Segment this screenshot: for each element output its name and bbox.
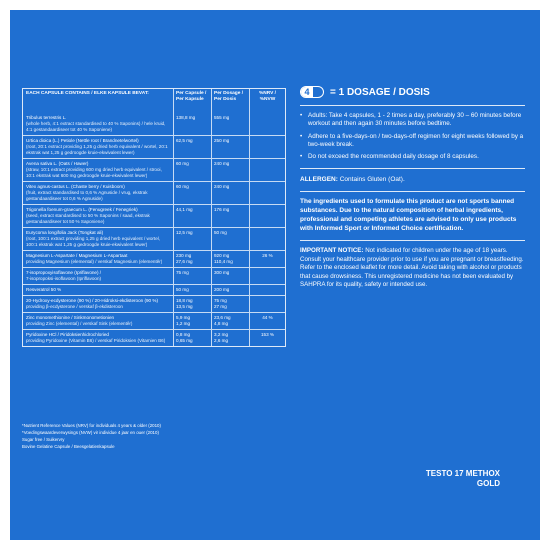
ingredient-detail: providing Magnesium (elemental) / verskaf Magnesium (elementêr) xyxy=(26,259,163,264)
dosage-title xyxy=(300,86,525,98)
ingredients-note: The ingredients used to formulate this product are not sports banned substances. Due to the natural composition of herbal ingredients, professional and competing athletes are advised to only use products with Informed Sport or Informed Choice certification. xyxy=(300,198,517,232)
per-capsule-cell xyxy=(173,182,211,204)
per-capsule-cell xyxy=(173,251,211,267)
capsule-icon xyxy=(300,86,324,98)
ingredient-name: Avena sativa L. (Oats / Hawer) xyxy=(26,161,89,166)
header-ingredient: EACH CAPSULE CONTAINS / ELKE KAPSULE BEVAT: xyxy=(26,91,149,96)
ingredient-cell xyxy=(23,113,173,135)
ingredient-name: 20-Hydroxy-ecdysterone (90 %) / 20-Hidroksi-ekdisteroon (90 %) xyxy=(26,298,158,303)
per-capsule-cell xyxy=(173,296,211,312)
per-capsule-cell xyxy=(173,136,211,158)
per-dosage-cell-value: 50 mg xyxy=(214,230,227,235)
footnote: *Voedingswaardeverwysings (NVW) vir individue 4 jaar en ouer (2010) xyxy=(22,430,159,435)
ingredient-name: Zinc monomethionine / Sinkmonometionien xyxy=(26,315,115,320)
per-capsule-cell-value: 230 mg xyxy=(176,253,192,258)
divider xyxy=(300,191,525,192)
per-capsule-cell-value: 50 mg xyxy=(176,287,189,292)
usage-item: • Adults: Take 4 capsules, 1 - 2 times a day, preferably 30 – 60 minutes before workout and then again 30 minutes before bedtime. xyxy=(300,112,525,129)
per-capsule-cell-value: 75 mg xyxy=(176,270,189,275)
dosage-title-text: = 1 DOSAGE / DOSIS xyxy=(330,86,430,98)
right-column xyxy=(300,86,525,290)
table-header-row xyxy=(23,89,285,113)
allergen-label: ALLERGEN: xyxy=(300,176,338,184)
ingredient-name: Tribulus terrestris L. xyxy=(26,115,67,120)
per-capsule-cell-value: 27,6 mg xyxy=(176,259,193,264)
per-dosage-cell-value: 2,6 mg xyxy=(214,338,229,343)
ingredient-name: Eurycoma longifolia Jack (Tongkat ali) xyxy=(26,230,104,235)
divider xyxy=(300,105,525,106)
notice-label: IMPORTANT NOTICE: xyxy=(300,247,364,255)
ingredient-detail: (root, 100:1 extract providing 1,25 g dried herb equivalent / wortel, 100:1 ekstrak wat 1,25 g gedroogde kruie-ekwivalent lewer) xyxy=(26,236,161,247)
per-capsule-cell xyxy=(173,313,211,329)
ingredient-detail: (straw, 10:1 extract providing 600 mg dried herb equivalent / strooi, 10:1 ekstrak wat 600 mg gedroogde kruie-ekwivalent lewer) xyxy=(26,167,162,178)
usage-list xyxy=(300,112,525,161)
per-capsule-cell-value: 62,5 mg xyxy=(176,138,193,143)
per-dosage-cell xyxy=(211,296,249,312)
ingredient-detail: (whole herb, 4:1 extract standardised to 40 % Saponins) / hele kruid, 4:1 gestandaardiseer tot 40 % Saponiene) xyxy=(26,121,166,132)
per-dosage-cell-value: 300 mg xyxy=(214,270,230,275)
nrv-cell: 26 % xyxy=(249,251,285,267)
per-dosage-cell-value: 920 mg xyxy=(214,253,230,258)
notice-text: Not indicated for children under the age of 18 years. Consult your healthcare provider prior to use if you are pregnant or breastfeeding. Refer to the enclosed leaflet for more detail. Avoid taking with alcohol or products that cause drowsiness. This unregistered medicine has not been evaluated by SAHPRA for its quality, safety or intended use. xyxy=(300,247,524,289)
per-dosage-cell xyxy=(211,268,249,284)
ingredient-detail: 7-isopropoksi-isoflavoon (Ipriflavoon) xyxy=(26,276,102,281)
ingredient-name: Magnesium L-Aspartate / Magnesium L-Aspartaat xyxy=(26,253,128,258)
per-dosage-cell xyxy=(211,285,249,295)
per-dosage-cell-value: 240 mg xyxy=(214,161,230,166)
per-dosage-cell-value: 110,4 mg xyxy=(214,259,233,264)
footnote: Bovine Gelatine Capsule / Beesgelatienkapsule xyxy=(22,444,115,449)
per-capsule-cell xyxy=(173,330,211,346)
per-capsule-cell xyxy=(173,228,211,250)
per-capsule-cell-value: 1,2 mg xyxy=(176,321,191,326)
per-dosage-cell-value: 250 mg xyxy=(214,138,230,143)
header-nrv: %NRV / %NVW xyxy=(249,89,285,113)
per-dosage-cell-value: 240 mg xyxy=(214,184,230,189)
table-row xyxy=(23,135,285,158)
nrv-cell: 153 % xyxy=(249,330,285,346)
per-dosage-cell xyxy=(211,113,249,135)
table-row xyxy=(23,312,285,329)
table-row xyxy=(23,250,285,267)
ingredient-cell xyxy=(23,296,173,312)
ingredient-name: 7-isopropoxyisoflavone (Ipriflavone) / xyxy=(26,270,102,275)
footnote: Sugar free / Suikervry xyxy=(22,437,65,442)
divider xyxy=(300,240,525,241)
per-dosage-cell-value: 75 mg xyxy=(214,298,227,303)
per-dosage-cell xyxy=(211,136,249,158)
footnote: *Nutrient Reference Values (NRV) for individuals 4 years & older (2010) xyxy=(22,423,161,428)
per-dosage-cell-value: 3,2 mg xyxy=(214,332,229,337)
ingredient-name: Pyridoxine HCl / Piridoksienhidrochloried xyxy=(26,332,109,337)
divider xyxy=(300,168,525,169)
capsule-count: 4 xyxy=(301,87,313,97)
ingredient-cell xyxy=(23,313,173,329)
per-capsule-cell xyxy=(173,268,211,284)
table-row xyxy=(23,227,285,250)
table-row xyxy=(23,267,285,284)
per-capsule-cell-value: 44,1 mg xyxy=(176,207,193,212)
ingredient-cell xyxy=(23,205,173,227)
table-row xyxy=(23,204,285,227)
per-dosage-cell-value: 23,6 mg xyxy=(214,315,231,320)
nrv-cell xyxy=(249,136,285,158)
product-name-line1: TESTO 17 METHOX xyxy=(425,469,500,478)
table-row xyxy=(23,158,285,181)
nrv-cell xyxy=(249,285,285,295)
nrv-cell: 44 % xyxy=(249,313,285,329)
ingredient-cell xyxy=(23,285,173,295)
ingredient-name: Urtica dioica (L.) Petiole (Nettle root / Brandnetelwortel) xyxy=(26,138,139,143)
per-dosage-cell-value: 27 mg xyxy=(214,304,227,309)
ingredient-detail: (root, 20:1 extract providing 1,25 g dried herb equivalent / wortel, 20:1 ekstrak wat 1,25 g gedroogde kruie-ekwivalent lewer) xyxy=(26,144,168,155)
product-name xyxy=(426,469,500,489)
nrv-cell xyxy=(249,205,285,227)
nrv-cell xyxy=(249,182,285,204)
table-row xyxy=(23,284,285,295)
per-dosage-cell-value: 4,8 mg xyxy=(214,321,229,326)
per-capsule-cell xyxy=(173,205,211,227)
ingredient-detail: (seed, extract standardised to 50 % Saponins / saad, ekstrak gestandaardiseer tot 50 % Saponiene) xyxy=(26,213,150,224)
product-name-line2: GOLD xyxy=(476,479,500,488)
table-row xyxy=(23,113,285,135)
supplement-facts-table xyxy=(22,88,286,347)
per-dosage-cell xyxy=(211,251,249,267)
table-footnotes xyxy=(22,422,284,450)
allergen-text: Contains Gluten (Oat). xyxy=(339,176,405,184)
nrv-cell xyxy=(249,296,285,312)
table-row xyxy=(23,181,285,204)
header-per-dosage: Per Dosage / Per Dosis xyxy=(211,89,249,113)
per-capsule-cell-value: 5,9 mg xyxy=(176,315,191,320)
per-dosage-cell-value: 176 mg xyxy=(214,207,230,212)
ingredient-name: Trigonella foenum-graecum L. (Fenugreek / Fenegriek) xyxy=(26,207,138,212)
per-capsule-cell-value: 60 mg xyxy=(176,184,189,189)
per-capsule-cell-value: 12,5 mg xyxy=(176,230,193,235)
nrv-cell xyxy=(249,159,285,181)
nrv-cell xyxy=(249,113,285,135)
ingredient-cell xyxy=(23,182,173,204)
per-dosage-cell xyxy=(211,205,249,227)
per-capsule-cell-value: 13,5 mg xyxy=(176,304,193,309)
per-dosage-cell xyxy=(211,159,249,181)
per-dosage-cell xyxy=(211,228,249,250)
table-row xyxy=(23,295,285,312)
per-capsule-cell xyxy=(173,285,211,295)
allergen-statement xyxy=(300,175,525,184)
per-capsule-cell-value: 0,65 mg xyxy=(176,338,193,343)
per-dosage-cell xyxy=(211,313,249,329)
ingredient-cell xyxy=(23,136,173,158)
per-capsule-cell-value: 18,8 mg xyxy=(176,298,193,303)
ingredient-cell xyxy=(23,228,173,250)
header-per-capsule: Per Capsule / Per Kapsule xyxy=(173,89,211,113)
per-capsule-cell-value: 138,8 mg xyxy=(176,115,196,120)
ingredient-cell xyxy=(23,268,173,284)
per-dosage-cell-value: 200 mg xyxy=(214,287,230,292)
ingredient-detail: (fruit, extract standardised to 0,6 % Agnuside / vrug, ekstrak gestandaardiseer tot 0,6 % Agnuside) xyxy=(26,190,148,201)
per-capsule-cell-value: 60 mg xyxy=(176,161,189,166)
ingredient-cell xyxy=(23,159,173,181)
nrv-cell xyxy=(249,228,285,250)
ingredient-detail: providing β-ecdysterone / verskaf β-ekdisteroon xyxy=(26,304,123,309)
usage-item: • Do not exceed the recommended daily dosage of 8 capsules. xyxy=(300,153,525,161)
label-panel xyxy=(10,10,540,540)
ingredient-cell xyxy=(23,330,173,346)
per-capsule-cell-value: 0,8 mg xyxy=(176,332,191,337)
per-capsule-cell xyxy=(173,113,211,135)
per-dosage-cell xyxy=(211,330,249,346)
usage-item: • Adhere to a five-days-on / two-days-off regimen for eight weeks followed by a two-week break. xyxy=(300,133,525,150)
ingredient-name: Vitex agnus-castus L. (Chaste berry / Kuisboom) xyxy=(26,184,125,189)
nrv-cell xyxy=(249,268,285,284)
important-notice xyxy=(300,247,525,290)
per-capsule-cell xyxy=(173,159,211,181)
ingredient-detail: providing Zinc (elemental) / verskaf Sink (elementêr) xyxy=(26,321,133,326)
ingredient-detail: providing Pyridoxine (Vitamin B6) / verskaf Piridoksien (Vitamien B6) xyxy=(26,338,166,343)
ingredient-name: Resveratrol 50 % xyxy=(26,287,62,292)
per-dosage-cell xyxy=(211,182,249,204)
ingredient-cell xyxy=(23,251,173,267)
table-row xyxy=(23,329,285,346)
per-dosage-cell-value: 555 mg xyxy=(214,115,230,120)
